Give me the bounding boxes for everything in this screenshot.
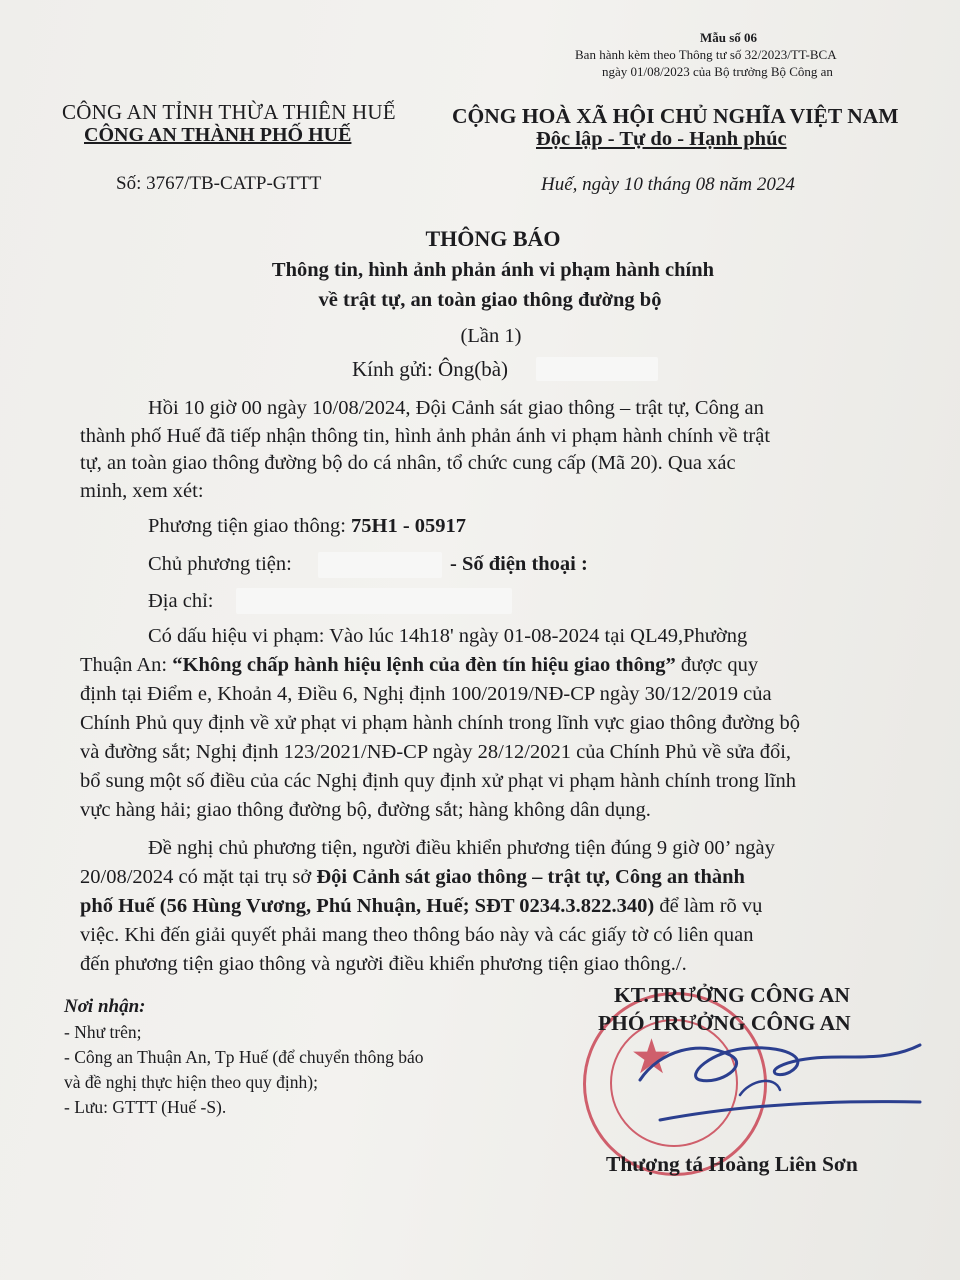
handwritten-signature [600,1010,930,1140]
violation-offense: “Không chấp hành hiệu lệnh của đèn tín hiệu giao thông” [172,654,676,676]
request-line-5: đến phương tiện giao thông và người điều khiển phương tiện giao thông./. [80,953,687,975]
document-title: THÔNG BÁO [425,226,561,251]
org-unit-text: CÔNG AN THÀNH PHỐ HUẾ [84,124,352,146]
violation-line-1: Có dấu hiệu vi phạm: Vào lúc 14h18' ngày 01-08-2024 tại QL49,Phường [148,625,748,647]
signature-title-2: PHÓ TRƯỞNG CÔNG AN [598,1011,851,1035]
form-issued-line-2: ngày 01/08/2023 của Bộ trưởng Bộ Công an [602,64,833,79]
license-plate: 75H1 - 05917 [351,515,467,537]
vehicle-line [148,515,466,538]
redacted-address [236,588,512,614]
recipients-item-3: và đề nghị thực hiện theo quy định); [64,1072,318,1092]
request-address: phố Huế (56 Hùng Vương, Phú Nhuận, Huế; SĐT 0234.3.822.340) [80,895,655,917]
request-date: 20/08/2024 có mặt tại trụ sở [80,866,317,888]
request-line-2 [80,866,745,889]
intro-line-1: Hồi 10 giờ 00 ngày 10/08/2024, Đội Cảnh sát giao thông – trật tự, Công an [148,397,764,419]
request-purpose: để làm rõ vụ [654,895,763,917]
org-parent: CÔNG AN TỈNH THỪA THIÊN HUẾ [62,100,396,124]
recipients-item-1: - Như trên; [64,1022,142,1042]
recipients-item-4: - Lưu: GTTT (Huế -S). [64,1097,227,1117]
stamp-star-icon: ★ [630,1031,674,1084]
org-unit [84,124,351,147]
signer-name: Thượng tá Hoàng Liên Sơn [606,1152,858,1176]
owner-label: Chủ phương tiện: [148,553,292,575]
request-line-1: Đề nghị chủ phương tiện, người điều khiển phương tiện đúng 9 giờ 00’ ngày [148,837,775,859]
request-line-3 [80,895,762,918]
violation-line-5: và đường sắt; Nghị định 123/2021/NĐ-CP ngày 28/12/2021 của Chính Phủ về sửa đổi, [80,741,792,763]
violation-tail: được quy [675,654,759,676]
recipient-line: Kính gửi: Ông(bà) [352,357,509,381]
document-subtitle-1: Thông tin, hình ảnh phản ánh vi phạm hành chính [271,259,715,281]
form-number: Mẫu số 06 [700,30,758,45]
violation-line-3: định tại Điểm e, Khoản 4, Điều 6, Nghị định 100/2019/NĐ-CP ngày 30/12/2019 của [80,683,772,705]
violation-line-4: Chính Phủ quy định về xử phạt vi phạm hành chính trong lĩnh vực giao thông đường bộ [80,712,801,734]
place-date: Huế, ngày 10 tháng 08 năm 2024 [541,174,795,195]
phone-label: - Số điện thoại : [450,553,588,575]
request-office: Đội Cảnh sát giao thông – trật tự, Công an thành [316,866,745,888]
signature-title-1: KT.TRƯỞNG CÔNG AN [614,983,850,1007]
form-issued-line-1: Ban hành kèm theo Thông tư số 32/2023/TT-BCA [575,47,837,62]
violation-line-7: vực hàng hải; giao thông đường bộ, đường sắt; hàng không dân dụng. [80,799,651,821]
redacted-owner [318,552,442,578]
vehicle-label: Phương tiện giao thông: [148,515,346,537]
redacted-name [536,357,658,381]
recipients-item-2: - Công an Thuận An, Tp Huế (để chuyển thông báo [64,1047,424,1067]
request-line-4: việc. Khi đến giải quyết phải mang theo thông báo này và các giấy tờ có liên quan [80,924,754,946]
nation-name: CỘNG HOÀ XÃ HỘI CHỦ NGHĨA VIỆT NAM [452,104,899,128]
document-subtitle-2: về trật tự, an toàn giao thông đường bộ [318,289,662,311]
national-motto: Độc lập - Tự do - Hạnh phúc [536,128,787,150]
violation-line-2 [80,654,758,677]
violation-line-6: bổ sung một số điều của các Nghị định quy định xử phạt vi phạm hành chính trong lĩnh [80,770,796,792]
document-number: Số: 3767/TB-CATP-GTTT [116,173,322,194]
violation-place: Thuận An: [80,654,173,676]
address-label: Địa chỉ: [148,590,214,612]
notice-count: (Lần 1) [460,325,522,347]
recipients-heading: Nơi nhận: [64,996,146,1017]
intro-line-3: tự, an toàn giao thông đường bộ do cá nhân, tổ chức cung cấp (Mã 20). Qua xác [80,452,736,474]
intro-line-4: minh, xem xét: [80,480,204,502]
intro-line-2: thành phố Huế đã tiếp nhận thông tin, hình ảnh phản ánh vi phạm hành chính về trật [80,425,771,447]
